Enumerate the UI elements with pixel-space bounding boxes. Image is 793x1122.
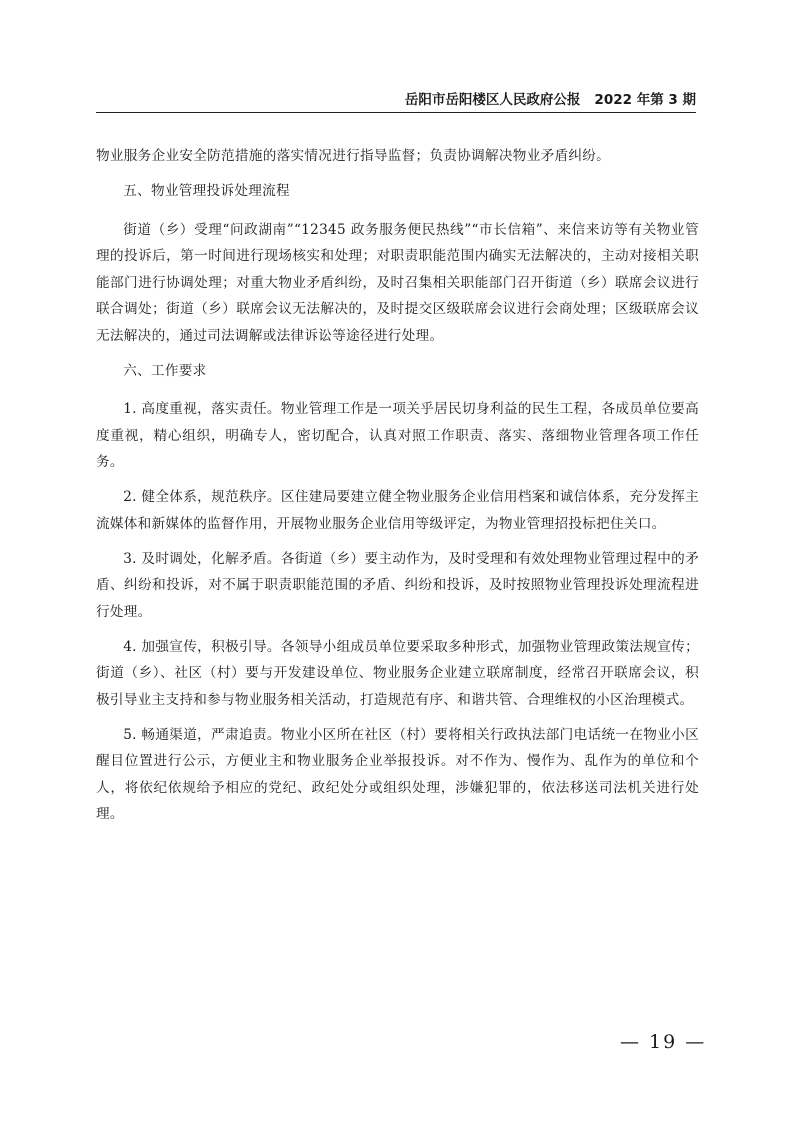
requirement-3: 3. 及时调处，化解矛盾。各街道（乡）要主动作为，及时受理和有效处理物业管理过程中的矛盾、纠纷和投诉，对不属于职责职能范围的矛盾、纠纷和投诉，及时按照物业管理投诉处理流程进行处理。 [96, 550, 699, 620]
requirement-1: 1. 高度重视，落实责任。物业管理工作是一项关乎居民切身利益的民生工程，各成员单位要高度重视，精心组织，明确专人，密切配合，认真对照工作职责、落实、落细物业管理各项工作任务。 [96, 401, 699, 470]
requirement-4: 4. 加强宣传，积极引导。各领导小组成员单位要采取多种形式，加强物业管理政策法规宣传；街道（乡）、社区（村）要与开发建设单位、物业服务企业建立联席制度，经常召开联席会议，积极引导业主支持和参与物业服务相关活动，打造规范有序、和谐共管、合理维权的小区治理模式。 [96, 638, 699, 708]
requirement-2: 2. 健全体系，规范秩序。区住建局要建立健全物业服务企业信用档案和诚信体系，充分发挥主流媒体和新媒体的监督作用，开展物业服务企业信用等级评定，为物业管理招投标把住关口。 [96, 489, 699, 532]
document-body [96, 143, 699, 836]
page-header [96, 90, 696, 113]
section-heading-6: 六、工作要求 [123, 362, 207, 379]
issue-number: 2022 年第 3 期 [594, 92, 696, 108]
publication-title: 岳阳市岳阳楼区人民政府公报 [404, 92, 581, 108]
requirement-5: 5. 畅通渠道，严肃追责。物业小区所在社区（村）要将相关行政执法部门电话统一在物业小区醒目位置进行公示，方便业主和物业服务企业举报投诉。对不作为、慢作为、乱作为的单位和个人，将依纪依规给予相应的党纪、政纪处分或组织处理，涉嫌犯罪的，依法移送司法机关进行处理。 [96, 726, 699, 822]
page-number: — 19 — [620, 1031, 707, 1053]
paragraph-continued: 物业服务企业安全防范措施的落实情况进行指导监督；负责协调解决物业矛盾纠纷。 [96, 148, 611, 164]
paragraph-complaint-process: 街道（乡）受理“问政湖南”“12345 政务服务便民热线”“市长信箱”、来信来访等有关物业管理的投诉后，第一时间进行现场核实和处理；对职责职能范围内确实无法解决的，主动对接相关职能部门进行协调处理；对重大物业矛盾纠纷，及时召集相关职能部门召开街道（乡）联席会议进行联合调处；街道（乡）联席会议无法解决的，及时提交区级联席会议进行会商处理；区级联席会议无法解决的，通过司法调解或法律诉讼等途径进行处理。 [96, 221, 699, 344]
section-heading-5: 五、物业管理投诉处理流程 [123, 183, 290, 199]
